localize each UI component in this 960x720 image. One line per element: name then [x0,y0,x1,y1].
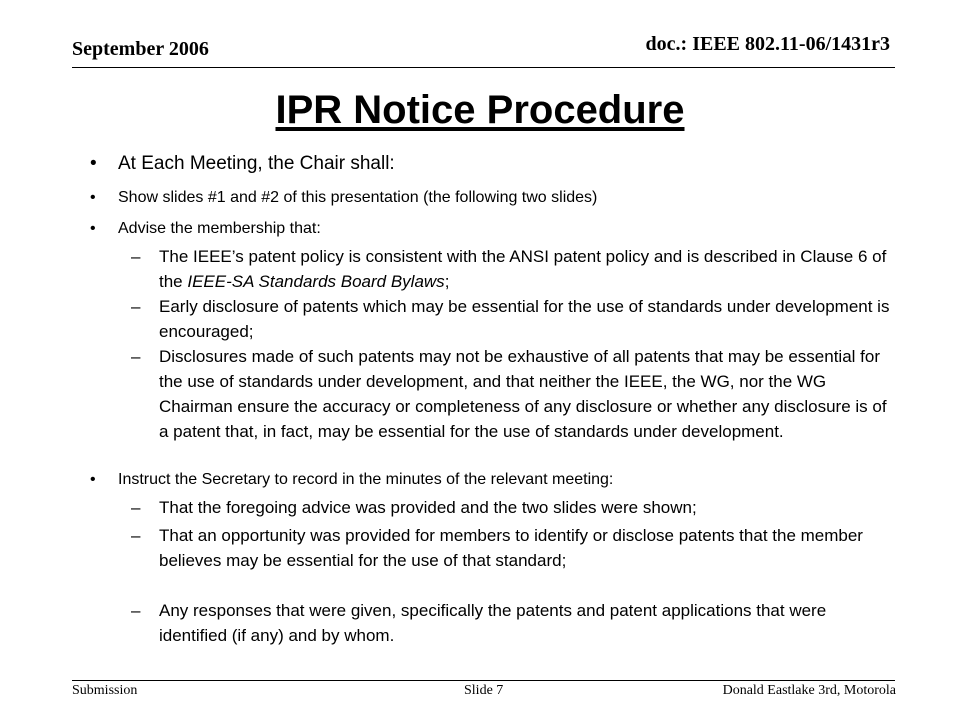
bullet-text: Advise the membership that: [118,220,321,237]
bylaws-reference: IEEE-SA Standards Board Bylaws [187,272,445,291]
sub-item-responses [131,598,891,648]
dash-marker: – [131,601,141,620]
sub-item-text-part: ; [444,272,450,291]
sub-item-text-part: The IEEE’s patent policy is consistent with the ANSI patent policy and is described in Clause 6 of the [159,247,887,291]
slide-title: IPR Notice Procedure [275,88,685,132]
sub-item-text: Disclosures made of such patents may not be exhaustive of all patents that may be essential for the use of standards under development, and that neither the IEEE, the WG, nor the WG Chairman ensure the accuracy or completeness of any disclosure or whether any disclosure is of a patent that, in fact, may be essential for the use of standards under development. [159,347,887,441]
dash-marker: – [131,498,141,517]
dash-marker: – [131,526,141,545]
sub-item-early-disclosure [131,294,891,344]
bullet-text: Instruct the Secretary to record in the minutes of the relevant meeting: [118,471,614,488]
bullet-marker: • [90,189,96,206]
bullet-text: Show slides #1 and #2 of this presentation (the following two slides) [118,189,598,206]
sub-item-text: Any responses that were given, specifically the patents and patent applications that were identified (if any) and by whom. [159,601,827,645]
footer-submission: Submission [72,683,138,698]
bullet-marker: • [90,153,97,174]
sub-item-patent-policy [131,244,891,294]
sub-item-opportunity [131,523,891,573]
dash-marker: – [131,297,141,316]
sub-item-disclosures [131,344,891,444]
sub-item-text: Early disclosure of patents which may be essential for the use of standards under development is encouraged; [159,297,890,341]
sub-item-text [159,244,891,294]
header-document-id: doc.: IEEE 802.11-06/1431r3 [645,33,890,55]
sub-item-advice-provided [131,495,891,520]
bullet-marker: • [90,220,96,237]
dash-marker: – [131,247,141,266]
header-divider [72,67,895,68]
footer-author: Donald Eastlake 3rd, Motorola [722,683,896,698]
footer-divider [72,680,895,681]
bullet-marker: • [90,471,96,488]
sub-item-text: That the foregoing advice was provided and the two slides were shown; [159,498,697,517]
bullet-text: At Each Meeting, the Chair shall: [118,153,395,174]
header-date: September 2006 [72,38,209,60]
footer-slide-number: Slide 7 [464,683,504,698]
dash-marker: – [131,347,141,366]
sub-item-text: That an opportunity was provided for members to identify or disclose patents that the member believes may be essential for the use of that standard; [159,526,863,570]
